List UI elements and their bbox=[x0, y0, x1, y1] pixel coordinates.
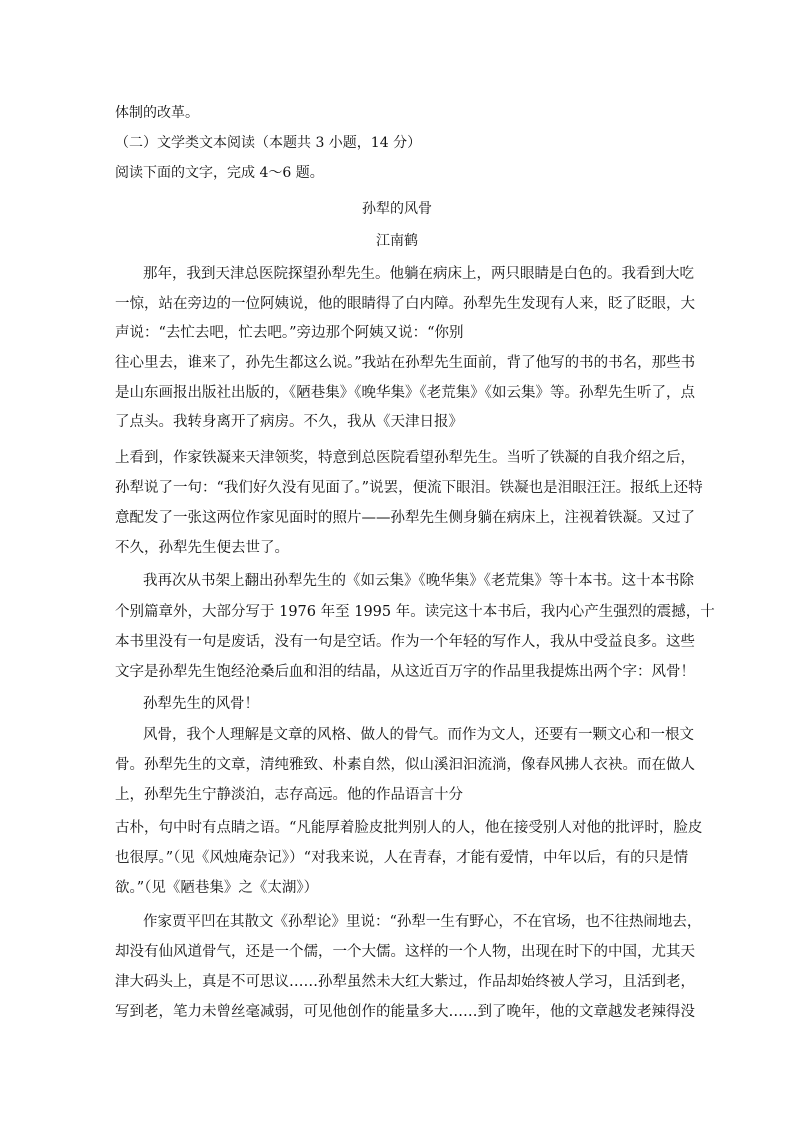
paragraph-line: 了点头。我转身离开了病房。不久，我从《天津日报》 bbox=[115, 414, 463, 430]
paragraph-line: 个别篇章外，大部分写于 1976 年至 1995 年。读完这十本书后，我内心产生强烈的震撼，十 bbox=[115, 604, 715, 620]
paragraph-line: 一惊，站在旁边的一位阿姨说，他的眼睛得了白内障。孙犁先生发现有人来，眨了眨眼，大 bbox=[115, 296, 695, 312]
paragraph-line: 却没有仙风道骨气，还是一个儒，一个大儒。这样的一个人物，出现在时下的中国，尤其天 bbox=[115, 944, 695, 960]
text-line: 体制的改革。 bbox=[115, 105, 199, 121]
paragraph-line: 骨。孙犁先生的文章，清纯雅致、朴素自然，似山溪汩汩流淌，像春风拂人衣袂。而在做人 bbox=[115, 757, 695, 773]
paragraph-line: 写到老，笔力未曾丝毫减弱，可见他创作的能量多大……到了晚年，他的文章越发老辣得没 bbox=[115, 1004, 695, 1020]
paragraph-line: 孙犁先生的风骨！ bbox=[143, 696, 259, 712]
paragraph-line: 作家贾平凹在其散文《孙犁论》里说：“孙犁一生有野心，不在官场，也不往热闹地去， bbox=[143, 914, 702, 930]
paragraph-line: 孙犁说了一句：“我们好久没有见面了。”说罢，便流下眼泪。铁凝也是泪眼汪汪。报纸上还特 bbox=[115, 480, 703, 496]
paragraph-line: 意配发了一张这两位作家见面时的照片——孙犁先生侧身躺在病床上，注视着铁凝。又过了 bbox=[115, 510, 695, 526]
article-title: 孙犁的风骨 bbox=[362, 201, 432, 217]
paragraph-line: 也很厚。”（见《风烛庵杂记》）“对我来说，人在青春，才能有爱情，中年以后，有的只是情 bbox=[115, 850, 689, 866]
paragraph-line: 往心里去，谁来了，孙先生都这么说。”我站在孙犁先生面前，背了他写的书的书名，那些书 bbox=[115, 355, 696, 371]
paragraph-line: 本书里没有一句是废话，没有一句是空话。作为一个年轻的写作人，我从中受益良多。这些 bbox=[115, 634, 695, 650]
paragraph-line: 津大码头上，真是不可思议……孙犁虽然未大红大紫过，作品却始终被人学习，且活到老， bbox=[115, 974, 695, 990]
paragraph-line: 声说：“去忙去吧，忙去吧。”旁边那个阿姨又说：“你别 bbox=[115, 325, 464, 341]
paragraph-line: 我再次从书架上翻出孙犁先生的《如云集》《晚华集》《老荒集》等十本书。这十本书除 bbox=[143, 573, 694, 589]
article-author: 江南鹤 bbox=[376, 233, 418, 249]
paragraph-line: 是山东画报出版社出版的，《陋巷集》《晚华集》《老荒集》《如云集》等。孙犁先生听了，点 bbox=[115, 385, 695, 401]
paragraph-line: 古朴，句中时有点睛之语。“凡能厚着脸皮批判别人的人，他在接受别人对他的批评时，脸皮 bbox=[115, 820, 703, 836]
paragraph-line: 风骨，我个人理解是文章的风格、做人的骨气。而作为文人，还要有一颗文心和一根文 bbox=[143, 727, 694, 743]
paragraph-line: 不久，孙犁先生便去世了。 bbox=[115, 540, 289, 556]
paragraph-line: 上看到，作家铁凝来天津领奖，特意到总医院看望孙犁先生。当听了铁凝的自我介绍之后， bbox=[115, 450, 695, 466]
paragraph-line: 欲。”（见《陋巷集》之《太湖》） bbox=[115, 880, 319, 896]
paragraph-line: 那年，我到天津总医院探望孙犁先生。他躺在病床上，两只眼睛是白色的。我看到大吃 bbox=[143, 266, 694, 282]
section-heading: （二）文学类文本阅读（本题共 3 小题，14 分） bbox=[115, 135, 422, 151]
instruction-line: 阅读下面的文字，完成 4～6 题。 bbox=[115, 165, 324, 181]
paragraph-line: 上，孙犁先生宁静淡泊，志存高远。他的作品语言十分 bbox=[115, 787, 463, 803]
paragraph-line: 文字是孙犁先生饱经沧桑后血和泪的结晶，从这近百万字的作品里我提炼出两个字：风骨！ bbox=[115, 664, 695, 680]
